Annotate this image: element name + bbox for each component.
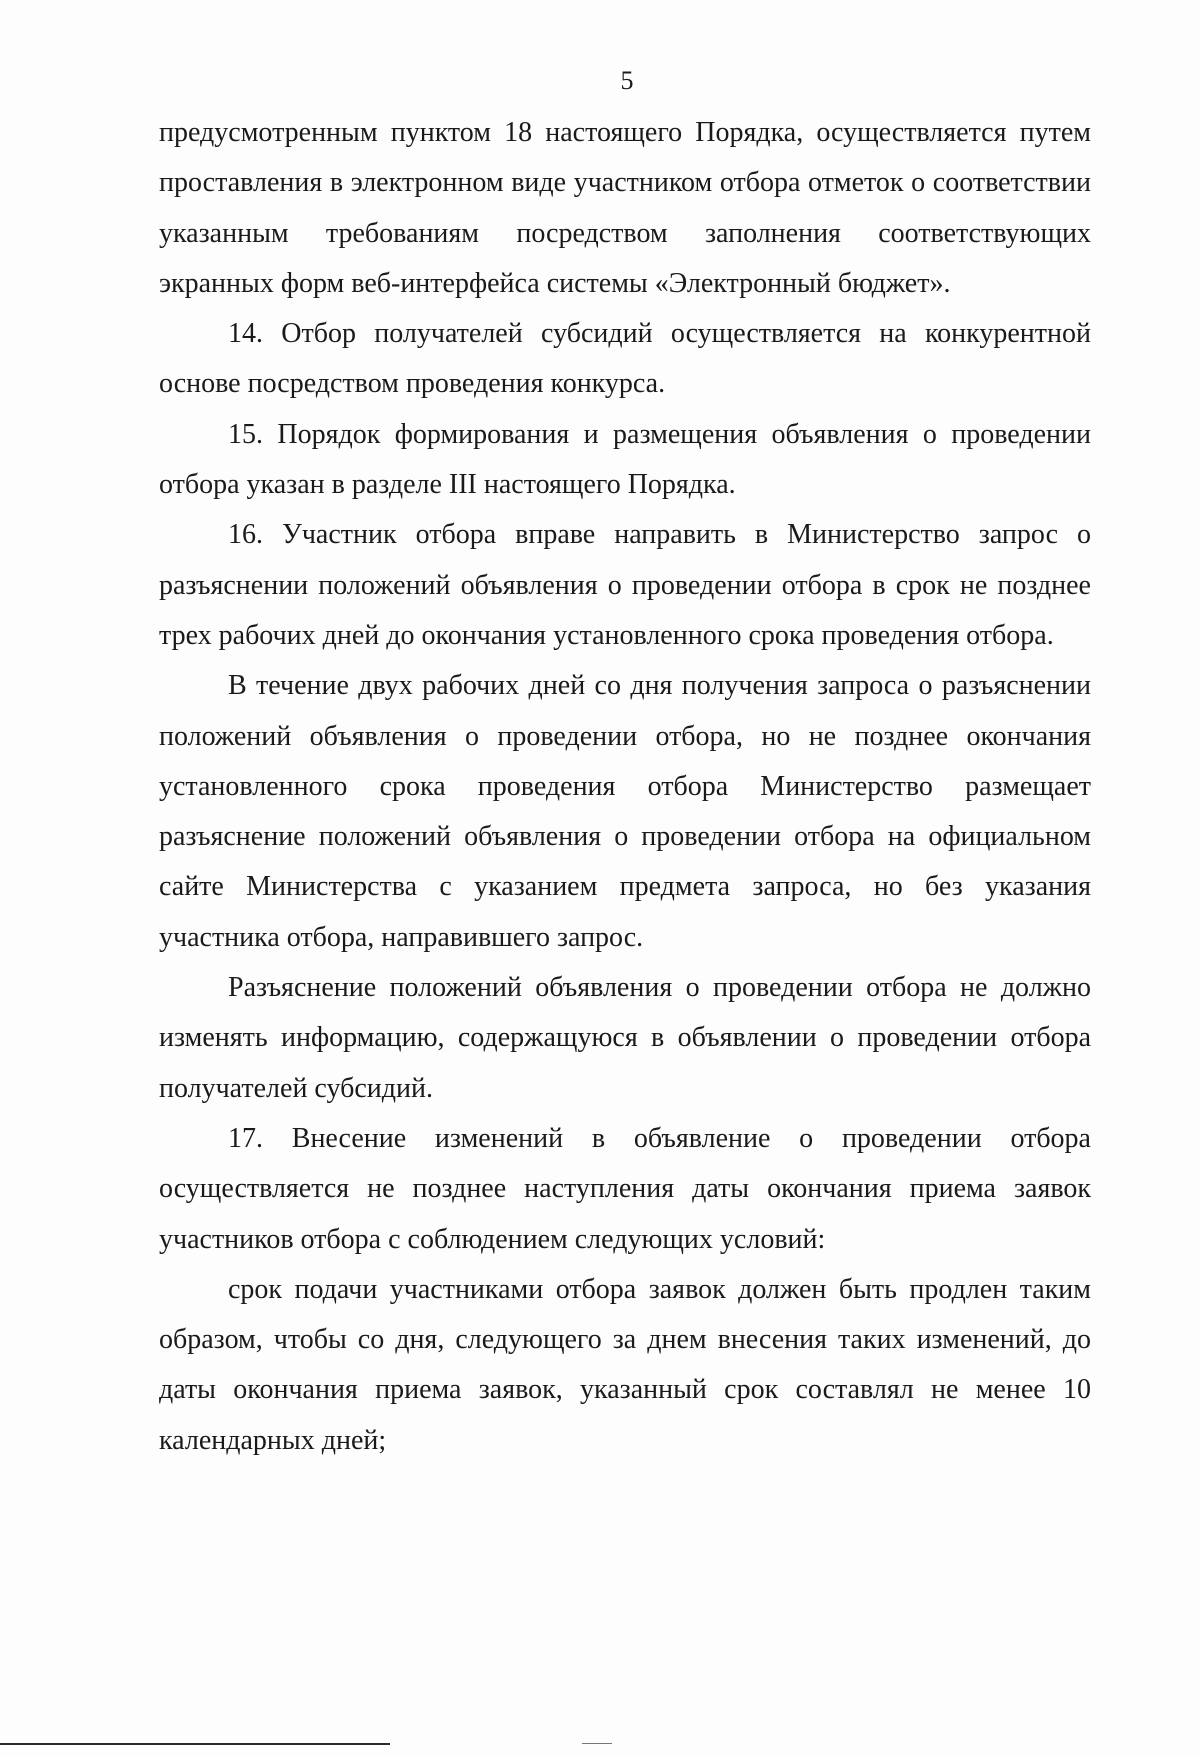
- paragraph-clarification-limit: Разъяснение положений объявления о проведении отбора не должно изменять информацию, содержащуюся в объявлении о проведении отбора получателей субсидий.: [159, 972, 1091, 1104]
- paragraph-clarification-term: В течение двух рабочих дней со дня получения запроса о разъяснении положений объявления о проведении отбора, но не позднее окончания установленного срока проведения отбора Министерство размещает разъяснение положений объявления о проведении отбора на официальном сайте Министерства с указанием предмета запроса, но без указания участника отбора, направившего запрос.: [159, 670, 1091, 953]
- page-number: 5: [620, 66, 634, 95]
- paragraph-item-16: 16. Участник отбора вправе направить в Министерство запрос о разъяснении положений объявления о проведении отбора в срок не позднее трех рабочих дней до окончания установленного срока проведения отбора.: [159, 519, 1091, 651]
- document-body: [159, 108, 1091, 1466]
- paragraph-item-17: 17. Внесение изменений в объявление о проведении отбора осуществляется не позднее наступления даты окончания приема заявок участников отбора с соблюдением следующих условий:: [159, 1122, 1091, 1255]
- paragraph-item-15: 15. Порядок формирования и размещения объявления о проведении отбора указан в разделе III настоящего Порядка.: [159, 418, 1091, 501]
- paragraph-item-14: 14. Отбор получателей субсидий осуществляется на конкурентной основе посредством проведения конкурса.: [159, 318, 1091, 400]
- scan-edge-mark: [582, 1743, 612, 1744]
- scan-edge-line: [0, 1743, 390, 1745]
- paragraph-continuation: предусмотренным пунктом 18 настоящего Порядка, осуществляется путем проставления в электронном виде участником отбора отметок о соответствии указанным требованиям посредством заполнения соответствующих экранных форм веб-интерфейса системы «Электронный бюджет».: [159, 117, 1091, 299]
- paragraph-condition-deadline: срок подачи участниками отбора заявок должен быть продлен таким образом, чтобы со дня, следующего за днем внесения таких изменений, до даты окончания приема заявок, указанный срок составлял не менее 10 календарных дней;: [159, 1273, 1091, 1456]
